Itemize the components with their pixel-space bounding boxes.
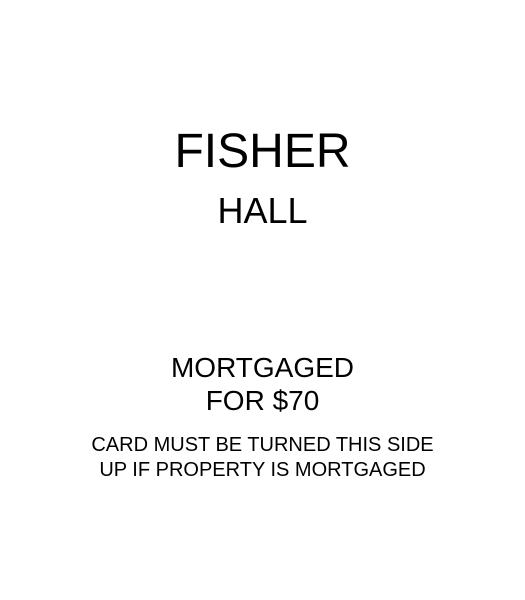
mortgage-note-line-1: CARD MUST BE TURNED THIS SIDE: [91, 434, 434, 456]
mortgaged-label: MORTGAGED: [170, 352, 355, 383]
property-name-line-2: HALL: [217, 190, 308, 231]
mortgage-note-line-2: UP IF PROPERTY IS MORTGAGED: [99, 459, 426, 481]
property-name-line-1: FISHER: [174, 125, 351, 178]
mortgage-value: FOR $70: [205, 385, 320, 416]
